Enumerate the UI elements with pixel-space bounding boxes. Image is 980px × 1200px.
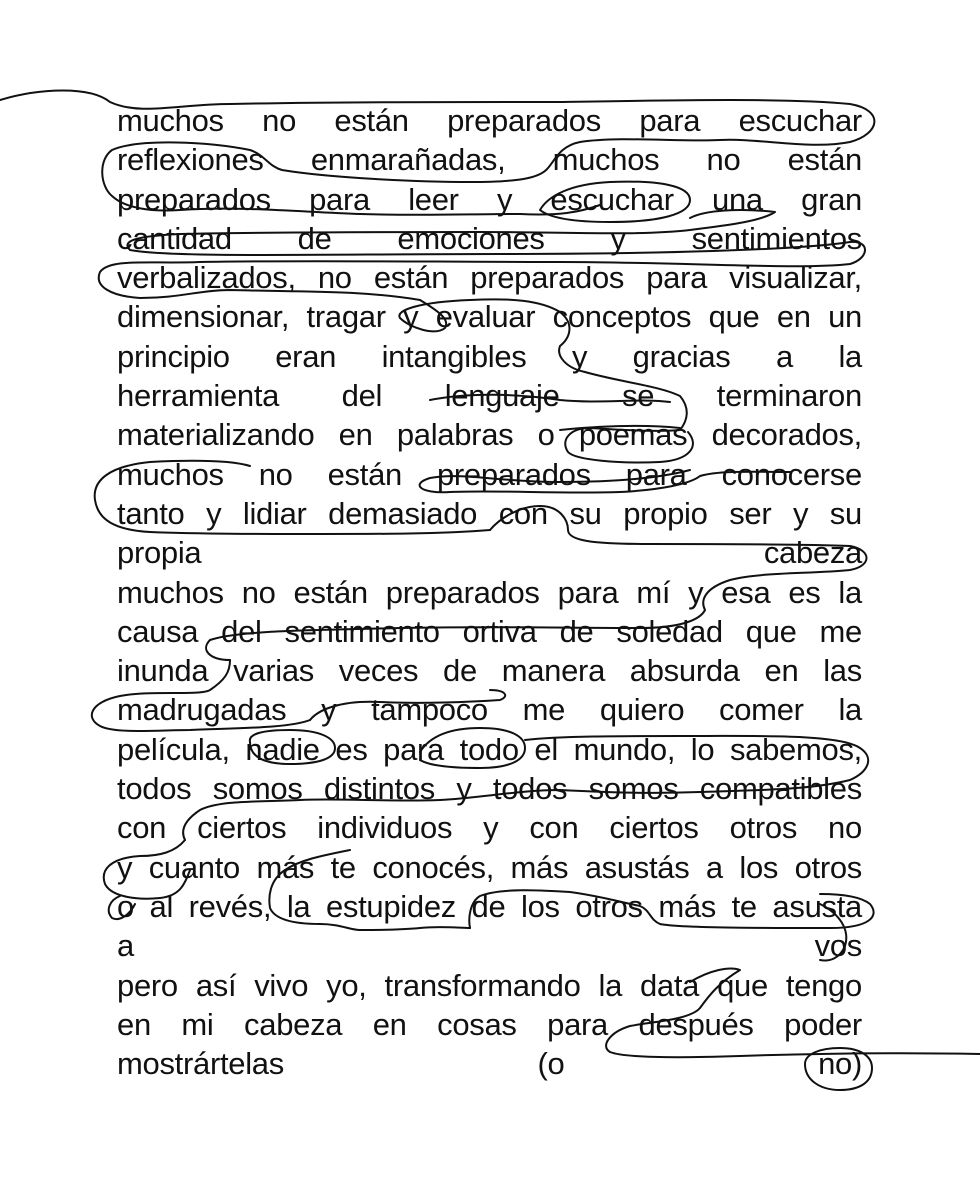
poem-word: con <box>529 810 579 846</box>
poem-word: están <box>293 574 368 610</box>
poem-line <box>117 848 862 887</box>
poem-word: en <box>372 1006 407 1042</box>
poem-word: propio <box>623 495 708 531</box>
poem-word: emociones <box>397 220 545 256</box>
poem-word: no <box>241 574 276 610</box>
poem-word: pero <box>117 967 178 1003</box>
poem-word: leer <box>408 181 459 217</box>
poem-word: de <box>297 220 332 256</box>
poem-word: veces <box>338 653 419 689</box>
poem-word: sentimiento <box>284 613 440 649</box>
poem-word: terminaron <box>716 378 862 414</box>
poem-line <box>117 926 862 965</box>
poem-line <box>117 612 862 651</box>
poem-line <box>117 101 862 140</box>
poem-word: la <box>598 967 623 1003</box>
poem-word: materializando <box>117 417 315 453</box>
poem-word: y <box>610 220 626 256</box>
poem-word: intangibles <box>381 338 527 374</box>
poem-line <box>117 337 862 376</box>
poem-line <box>117 219 862 258</box>
poem-word: los <box>739 849 779 885</box>
poem-line <box>117 1005 862 1044</box>
poem-line <box>117 258 862 297</box>
poem-word: varias <box>233 653 314 689</box>
poem-word: las <box>823 653 862 689</box>
poem-word: preparados <box>447 103 601 138</box>
poem-word: están <box>327 456 402 492</box>
poem-word: herramienta <box>117 378 280 414</box>
poem-line <box>117 1044 862 1083</box>
poem-word: te <box>731 888 757 924</box>
poem-word: todo <box>459 731 519 767</box>
poem-word: me <box>522 692 566 728</box>
poem-word: más <box>658 888 716 924</box>
poem-word: dimensionar, <box>117 299 290 335</box>
poem-word: y <box>403 299 419 335</box>
poem-word: para <box>383 731 445 767</box>
poem-word: data <box>639 967 700 1003</box>
poem-word: un <box>828 299 862 335</box>
poem-word: otros <box>729 810 798 846</box>
poem-word: y <box>456 771 472 807</box>
poem-word: reflexiones <box>117 142 264 178</box>
poem-line <box>117 651 862 690</box>
poem-line <box>117 180 862 219</box>
poem-word: causa <box>117 613 199 649</box>
poem-word: asustás <box>584 849 690 885</box>
poem-word: después <box>638 1006 754 1042</box>
poem-word: todos <box>117 771 192 807</box>
poem-line <box>117 297 862 336</box>
poem-word: conocés, <box>372 849 495 885</box>
poem-word: no <box>828 810 862 846</box>
poem-word: y <box>496 181 513 217</box>
poem-word: tampoco <box>371 692 488 728</box>
poem-word: estupidez <box>325 888 456 924</box>
poem-word: cuanto <box>148 849 240 885</box>
poem-word: verbalizados, <box>117 260 296 296</box>
poem-word: el <box>534 731 558 767</box>
poem-word: y <box>483 810 499 846</box>
poem-text <box>117 101 862 1083</box>
poem-line <box>117 690 862 729</box>
poem-word: están <box>787 142 862 178</box>
poem-line <box>117 730 862 769</box>
poem-word: asusta <box>772 888 862 924</box>
poem-word: eran <box>275 338 337 374</box>
poem-word: otros <box>794 849 862 885</box>
poem-word: me <box>819 613 862 649</box>
poem-word: sabemos, <box>729 731 862 767</box>
poem-word: que <box>708 299 760 335</box>
poem-word: individuos <box>317 810 453 846</box>
poem-line <box>117 808 862 847</box>
poem-word: muchos <box>117 456 224 492</box>
poem-word: los <box>521 888 560 924</box>
poem-word: poemas <box>578 417 688 453</box>
poem-word: no <box>706 142 741 178</box>
poem-word: transformando <box>384 967 581 1003</box>
poem-word: se <box>622 378 655 414</box>
poem-word: palabras <box>396 417 514 453</box>
poem-word: no <box>262 103 297 138</box>
poem-word: mí <box>636 574 671 610</box>
poem-word: que <box>745 613 797 649</box>
poem-word: para <box>547 1006 608 1042</box>
poem-word: de <box>559 613 594 649</box>
poem-line <box>117 140 862 179</box>
poem-word: otros <box>575 888 643 924</box>
poem-word: quiero <box>599 692 685 728</box>
poem-word: a <box>117 928 134 964</box>
poem-word: para <box>646 260 708 296</box>
poem-word: su <box>829 495 862 531</box>
poem-word: (o <box>537 1046 565 1082</box>
poem-word: lo <box>690 731 715 767</box>
poem-word: de <box>443 653 477 689</box>
poem-word: no <box>317 260 352 296</box>
poem-word: cosas <box>437 1006 517 1042</box>
poem-word: cantidad <box>117 220 232 256</box>
poem-word: decorados, <box>711 417 862 453</box>
poem-word: absurda <box>629 653 740 689</box>
poem-word: no <box>258 456 293 492</box>
poem-word: una <box>712 181 763 217</box>
poem-word: en <box>764 653 799 689</box>
poem-word: propia <box>117 535 202 571</box>
poem-word: con <box>117 810 167 846</box>
poem-word: ser <box>729 495 772 531</box>
poem-word: al <box>149 888 174 924</box>
poem-word: principio <box>117 338 230 374</box>
poem-line <box>117 533 862 572</box>
poem-line <box>117 376 862 415</box>
poem-word: revés, <box>188 888 272 924</box>
poem-word: tragar <box>306 299 386 335</box>
poem-word: cabeza <box>763 535 862 571</box>
poem-word: su <box>569 495 602 531</box>
poem-word: somos <box>588 771 679 807</box>
poem-word: demasiado <box>328 495 478 531</box>
poem-word: manera <box>501 653 606 689</box>
poem-word: película, <box>117 731 230 767</box>
poem-word: la <box>838 338 862 374</box>
poem-word: en <box>776 299 811 335</box>
poem-word: la <box>838 692 862 728</box>
poem-word: la <box>286 888 311 924</box>
poem-word: ciertos <box>197 810 287 846</box>
poem-word: así <box>195 967 237 1003</box>
poem-word: vivo <box>254 967 309 1003</box>
poem-word: inunda <box>117 653 209 689</box>
poem-word: preparados <box>436 456 591 492</box>
poem-word: todos <box>492 771 568 807</box>
poem-word: y <box>206 495 222 531</box>
poem-word: para <box>309 181 370 217</box>
poem-word: mi <box>181 1006 214 1042</box>
poem-word: mostrártelas <box>117 1046 284 1082</box>
poem-line <box>117 769 862 808</box>
poem-word: están <box>334 103 409 138</box>
poem-word: del <box>341 378 383 414</box>
poem-word: cabeza <box>244 1006 343 1042</box>
poem-line <box>117 415 862 454</box>
poem-word: yo, <box>326 967 367 1003</box>
poem-word: mundo, <box>573 731 676 767</box>
poem-word: ciertos <box>609 810 699 846</box>
poem-word: para <box>639 103 701 138</box>
poem-word: y <box>688 574 704 610</box>
poem-word: con <box>498 495 548 531</box>
poem-word: enmarañadas, <box>310 142 506 178</box>
poem-word: es <box>788 574 821 610</box>
poem-line <box>117 887 862 926</box>
poem-word: muchos <box>117 103 224 138</box>
poem-word: tanto <box>117 495 185 531</box>
poem-word: escuchar <box>738 103 862 138</box>
poem-word: conceptos <box>552 299 692 335</box>
poem-line <box>117 455 862 494</box>
poem-word: o <box>117 888 134 924</box>
poem-word: conocerse <box>721 456 862 492</box>
poem-word: y <box>117 849 133 885</box>
poem-word: a <box>705 849 723 885</box>
poem-word: o <box>537 417 555 453</box>
poem-word: esa <box>721 574 771 610</box>
poem-word: para <box>557 574 619 610</box>
poem-line <box>117 966 862 1005</box>
poem-line <box>117 494 862 533</box>
poem-word: que <box>717 967 768 1003</box>
poem-word: visualizar, <box>729 260 862 296</box>
poem-word: en <box>117 1006 151 1042</box>
poem-word: gran <box>801 181 862 217</box>
poem-word: y <box>321 692 337 728</box>
poem-word: te <box>330 849 356 885</box>
poem-word: sentimientos <box>691 220 862 256</box>
poem-word: evaluar <box>435 299 536 335</box>
poem-word: para <box>625 456 687 492</box>
poem-word: soledad <box>616 613 723 649</box>
poem-word: gracias <box>632 338 731 374</box>
poem-word: preparados <box>470 260 625 296</box>
poem-word: no) <box>818 1046 862 1082</box>
poem-word: escuchar <box>550 181 674 217</box>
poem-word: poder <box>784 1006 862 1042</box>
poem-word: más <box>510 849 569 885</box>
poem-word: lidiar <box>242 495 307 531</box>
poem-word: compatibles <box>699 771 862 807</box>
poem-word: nadie <box>245 731 320 767</box>
poem-word: preparados <box>385 574 540 610</box>
poem-word: preparados <box>117 181 271 217</box>
poem-word: muchos <box>117 574 224 610</box>
poem-word: del <box>221 613 262 649</box>
poem-word: vos <box>814 928 862 964</box>
poem-word: están <box>373 260 449 296</box>
poem-word: lenguaje <box>444 378 560 414</box>
poem-word: de <box>471 888 506 924</box>
poem-word: madrugadas <box>117 692 287 728</box>
poem-word: tengo <box>785 967 862 1003</box>
poem-word: ortiva <box>462 613 537 649</box>
poem-word: comer <box>719 692 804 728</box>
poem-word: a <box>776 338 793 374</box>
poem-word: somos <box>212 771 303 807</box>
poem-word: y <box>792 495 809 531</box>
poem-word: más <box>256 849 315 885</box>
poem-word: en <box>338 417 373 453</box>
poem-word: distintos <box>323 771 435 807</box>
poem-word: la <box>838 574 862 610</box>
poem-word: muchos <box>552 142 660 178</box>
poem-word: y <box>571 338 588 374</box>
poem-word: es <box>335 731 368 767</box>
poem-line <box>117 573 862 612</box>
